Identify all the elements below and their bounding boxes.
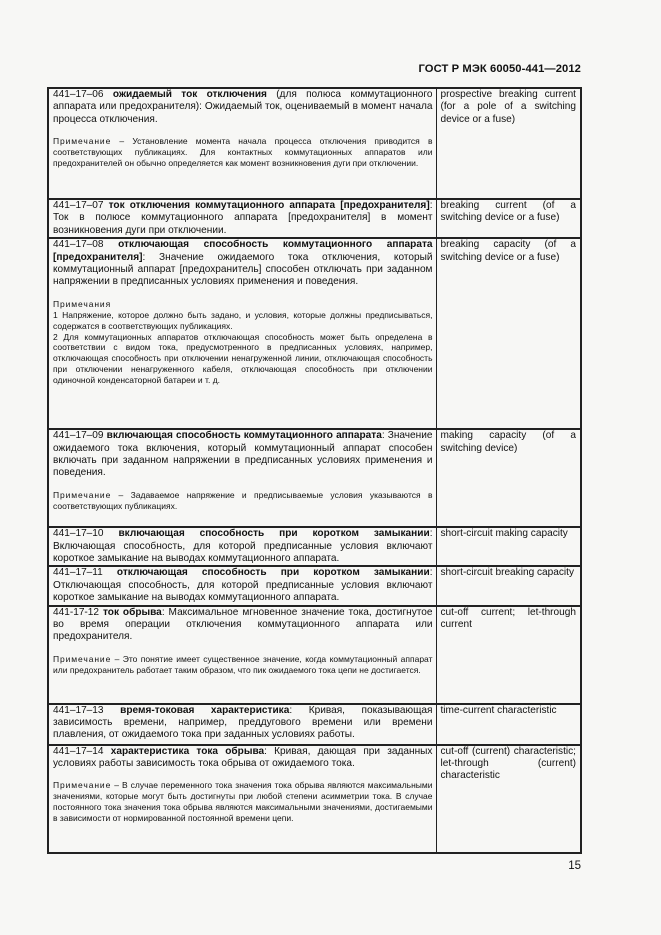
notes-heading: Примечания	[53, 298, 112, 309]
english-equivalent: short-circuit breaking capacity	[436, 566, 581, 605]
term-cell	[48, 566, 436, 605]
note-text: 1 Напряжение, которое должно быть задано, и условия, которые должны предписываться, содержатся в соответствующих публикациях.	[53, 309, 433, 331]
english-equivalent: prospective breaking current (for a pole of a switching device or a fuse)	[436, 88, 581, 199]
note-text: 2 Для коммутационных аппаратов отключающая способность может быть определена в соответствии с видом тока, предусмотренного в предписанных условиях, например, отключающая способность при отключении ненагруженной линии, отключающая способность при отключении ненагруженного кабеля, отключающая способность при отключении одиночной конденсаторной батареи и т. д.	[53, 331, 433, 386]
standard-header: ГОСТ Р МЭК 60050-441—2012	[418, 63, 581, 75]
term-code: 441–17–11	[53, 567, 103, 579]
term-code: 441–17–06	[53, 89, 104, 100]
term-code: 441–17–07	[53, 200, 104, 211]
term-title: характеристика тока обрыва	[110, 745, 265, 757]
term-cell	[48, 745, 436, 853]
note-text: – Это понятие имеет существенное значение, когда коммутационный аппарат или предохранитель работает таким образом, что пик ожидаемого тока цепи не достигается.	[53, 653, 433, 675]
term-definition: : Кривая, показывающая зависимость времени, например, преддугового времени или времени плавления, от ожидаемого тока при заданных условиях работы.	[53, 704, 433, 741]
terms-table	[47, 87, 582, 854]
term-title: время-токовая характеристика	[120, 704, 290, 716]
term-cell	[48, 199, 436, 238]
english-equivalent: cut-off current; let-through current	[436, 606, 581, 704]
term-title: ток обрыва	[102, 606, 162, 618]
term-code: 441-17-12	[53, 606, 100, 618]
table-row	[48, 566, 581, 605]
term-code: 441–17–09	[53, 430, 104, 442]
table-row	[48, 704, 581, 745]
term-title: отключающая способность коммутационного аппарата [предохранителя]	[53, 239, 433, 263]
term-cell	[48, 429, 436, 527]
term-definition: : Значение ожидаемого тока включения, который коммутационный аппарат способен включать при заданном напряжении в предписанных условиях применения и поведения.	[53, 430, 433, 479]
table-row	[48, 199, 581, 238]
term-cell	[48, 606, 436, 704]
term-title: отключающая способность при коротком замыкании	[116, 567, 430, 579]
note-label: Примечание	[53, 653, 112, 664]
note-text: – Установление момента начала процесса отключения приводится в соответствующих публикациях. Для контактных коммутационных аппаратов или предохранителей он обычно определяется как момент возникновения дуги при отключении.	[53, 136, 433, 169]
term-definition: : Кривая, дающая при заданных условиях работы зависимость тока обрыва от ожидаемого тока.	[53, 745, 433, 770]
term-code: 441–17–13	[53, 704, 104, 716]
table-row	[48, 606, 581, 704]
term-cell	[48, 88, 436, 199]
term-title: включающая способность при коротком замыкании	[118, 528, 430, 540]
term-code: 441–17–14	[53, 745, 104, 757]
term-title: включающая способность коммутационного аппарата	[106, 430, 382, 442]
term-definition: (для полюса коммутационного аппарата или предохранителя): Ожидаемый ток, оцениваемый в момент начала процесса отключения.	[53, 89, 433, 125]
english-equivalent: time-current characteristic	[436, 704, 581, 745]
note-text: – Задаваемое напряжение и предписываемые условия указываются в соответствующих публикациях.	[53, 489, 433, 511]
english-equivalent: breaking current (of a switching device or a fuse)	[436, 199, 581, 238]
term-code: 441–17–08	[53, 239, 104, 251]
table-row	[48, 88, 581, 199]
english-equivalent: breaking capacity (of a switching device or a fuse)	[436, 238, 581, 429]
term-cell	[48, 704, 436, 745]
note-label: Примечание	[53, 489, 112, 500]
term-code: 441–17–10	[53, 528, 104, 540]
term-definition: : Максимальное мгновенное значение тока, достигнутое во время операции отключения коммутационного аппарата или предохранителя.	[53, 606, 433, 643]
table-row	[48, 238, 581, 429]
english-equivalent: short-circuit making capacity	[436, 527, 581, 566]
table-row	[48, 745, 581, 853]
term-definition: : Ток в полюсе коммутационного аппарата [предохранителя] в момент возникновения дуги при отключении.	[53, 200, 433, 236]
term-title: ожидаемый ток отключения	[112, 89, 267, 100]
note-label: Примечание	[53, 780, 112, 791]
note-label: Примечание	[53, 136, 112, 147]
english-equivalent: cut-off (current) characteristic; let-through (current) characteristic	[436, 745, 581, 853]
term-definition: : Отключающая способность, для которой предписанные условия включают короткое замыкание на выводах коммутационного аппарата.	[53, 567, 433, 604]
note-text: – В случае переменного тока значения тока обрыва являются максимальными значениями, которые могут быть достигнуты при любой степени асимметрии тока. В случае постоянного тока значения тока обрыва являются максимальными значениями, достигаемыми в зависимости от нормированной постоянной времени цепи.	[53, 780, 433, 824]
table-row	[48, 429, 581, 527]
table-row	[48, 527, 581, 566]
term-cell	[48, 238, 436, 429]
term-definition: : Включающая способность, для которой предписанные условия включают короткое замыкание на выводах коммутационного аппарата.	[53, 528, 433, 565]
term-title: ток отключения коммутационного аппарата [предохранителя]	[108, 200, 430, 211]
term-definition: : Значение ожидаемого тока отключения, который коммутационный аппарат [предохранитель] способен отключать при заданном напряжении в предписанных условиях применения и поведения.	[53, 251, 433, 288]
term-cell	[48, 527, 436, 566]
english-equivalent: making capacity (of a switching device)	[436, 429, 581, 527]
page-number: 15	[568, 860, 581, 872]
